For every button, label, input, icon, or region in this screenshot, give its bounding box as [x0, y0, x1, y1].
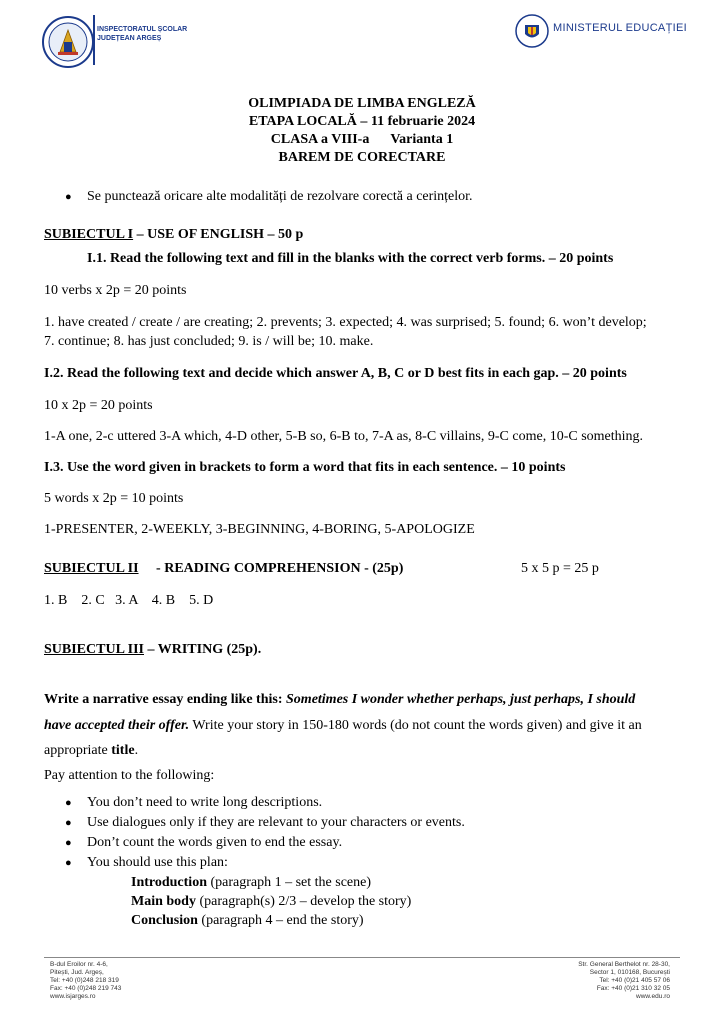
i3-title: I.3. Use the word given in brackets to form a word that fits in each sentence. – 10 points: [44, 460, 566, 475]
task-line3-c: .: [134, 743, 139, 758]
bullet-icon: ●: [65, 837, 72, 849]
s1-heading-label: SUBIECTUL I: [44, 227, 134, 242]
plan-main-body: [131, 894, 411, 910]
footer-right-line: Fax: +40 (0)21 310 32 05: [596, 985, 670, 992]
i3-score: 5 words x 2p = 10 points: [44, 491, 184, 506]
footer-left-line: B-dul Eroilor nr. 4-6,: [50, 961, 108, 968]
s3-bullet-1: You don’t need to write long descriptions.: [87, 795, 323, 810]
i1-answers-line-2: 7. continue; 8. has just concluded; 9. is / will be; 10. make.: [44, 334, 374, 349]
attention-line: Pay attention to the following:: [44, 768, 215, 783]
plan-text: (paragraph 1 – set the scene): [206, 875, 372, 890]
footer-left-line: Tel: +40 (0)248 218 319: [50, 977, 119, 984]
s2-heading-rest: - READING COMPREHENSION - (25p): [156, 561, 404, 576]
s1-heading-rest: – USE OF ENGLISH – 50 p: [133, 227, 304, 242]
bullet-icon: ●: [65, 857, 72, 869]
isj-line-2: JUDEȚEAN ARGEȘ: [97, 35, 162, 42]
task-title-word: title: [111, 743, 135, 758]
title-line-1: OLIMPIADA DE LIMBA ENGLEZĂ: [248, 96, 476, 111]
s2-heading: [44, 561, 403, 577]
plan-text: (paragraph 4 – end the story): [197, 913, 364, 928]
i2-score: 10 x 2p = 20 points: [44, 398, 153, 413]
task-line3-a: appropriate: [44, 743, 112, 758]
footer-right-link[interactable]: www.edu.ro: [636, 993, 670, 1000]
footer-right: [540, 961, 670, 1001]
s3-task-line-1: [44, 692, 635, 708]
footer-left-line: Fax: +40 (0)248 219 743: [50, 985, 122, 992]
title-line-3: [0, 132, 724, 148]
footer-left-line: Pitești, Jud. Argeș,: [50, 969, 104, 976]
i1-answers-line-1: 1. have created / create / are creating; 2. prevents; 3. expected; 4. was surprised; 5. found; 6. won’t develop;: [44, 315, 647, 330]
s2-score: 5 x 5 p = 25 p: [521, 561, 599, 576]
i2-answers: 1-A one, 2-c uttered 3-A which, 4-D other, 5-B so, 6-B to, 7-A as, 8-C villains, 9-C come, 10-C something.: [44, 429, 644, 444]
s3-bullet-4: You should use this plan:: [87, 855, 228, 870]
s3-bullet-3: Don’t count the words given to end the essay.: [87, 835, 343, 850]
footer-divider: [44, 957, 680, 958]
s3-heading: [44, 642, 261, 658]
s3-heading-rest: – WRITING (25p).: [144, 642, 262, 657]
footer-left-link[interactable]: www.isjarges.ro: [50, 993, 96, 1000]
task-rest: Write your story in 150-180 words (do not count the words given) and give it an: [189, 718, 642, 733]
s3-bullet-2: Use dialogues only if they are relevant to your characters or events.: [87, 815, 465, 830]
s2-heading-label: SUBIECTUL II: [44, 561, 139, 576]
i1-title: I.1. Read the following text and fill in the blanks with the correct verb forms. – 20 points: [87, 251, 614, 266]
s3-task-line-2: [44, 718, 642, 734]
plan-text: (paragraph(s) 2/3 – develop the story): [195, 894, 412, 909]
s3-task-line-3: [44, 743, 138, 759]
i1-score: 10 verbs x 2p = 20 points: [44, 283, 187, 298]
task-quote-1: Sometimes I wonder whether perhaps, just perhaps, I should: [286, 692, 636, 707]
class-label: CLASA a VIII-a: [270, 132, 370, 147]
isj-arges-logo: [42, 16, 94, 68]
plan-introduction: [131, 875, 371, 891]
general-note: Se punctează oricare alte modalități de rezolvare corectă a cerințelor.: [87, 189, 473, 204]
bullet-icon: ●: [65, 797, 72, 809]
bullet-icon: ●: [65, 817, 72, 829]
s3-heading-label: SUBIECTUL III: [44, 642, 144, 657]
plan-label: Main body: [131, 894, 196, 909]
title-line-2: ETAPA LOCALĂ – 11 februarie 2024: [248, 114, 476, 129]
isj-line-1: INSPECTORATUL ȘCOLAR: [97, 26, 188, 33]
task-quote-2: have accepted their offer.: [44, 718, 190, 733]
ministry-emblem: [515, 14, 549, 48]
i3-answers: 1-PRESENTER, 2-WEEKLY, 3-BEGINNING, 4-BORING, 5-APOLOGIZE: [44, 522, 475, 537]
footer-right-line: Sector 1, 010168, București: [589, 969, 670, 976]
plan-label: Conclusion: [131, 913, 198, 928]
footer-right-line: Tel: +40 (0)21 405 57 06: [599, 977, 670, 984]
plan-label: Introduction: [131, 875, 207, 890]
s1-heading: [44, 227, 303, 243]
footer-left: [50, 961, 121, 1001]
plan-conclusion: [131, 913, 364, 929]
task-lead: Write a narrative essay ending like this:: [44, 692, 287, 707]
ministry-label: MINISTERUL EDUCAȚIEI: [553, 22, 687, 34]
variant-label: Varianta 1: [390, 132, 454, 147]
s2-answers: 1. B 2. C 3. A 4. B 5. D: [44, 593, 214, 608]
header-divider: [93, 15, 95, 65]
footer-right-line: Str. General Berthelot nr. 28-30,: [578, 961, 670, 968]
isj-label: [97, 25, 187, 43]
i2-title: I.2. Read the following text and decide which answer A, B, C or D best fits in each gap. – 20 points: [44, 366, 627, 381]
bullet-icon: ●: [65, 191, 72, 203]
title-line-4: BAREM DE CORECTARE: [278, 150, 446, 165]
